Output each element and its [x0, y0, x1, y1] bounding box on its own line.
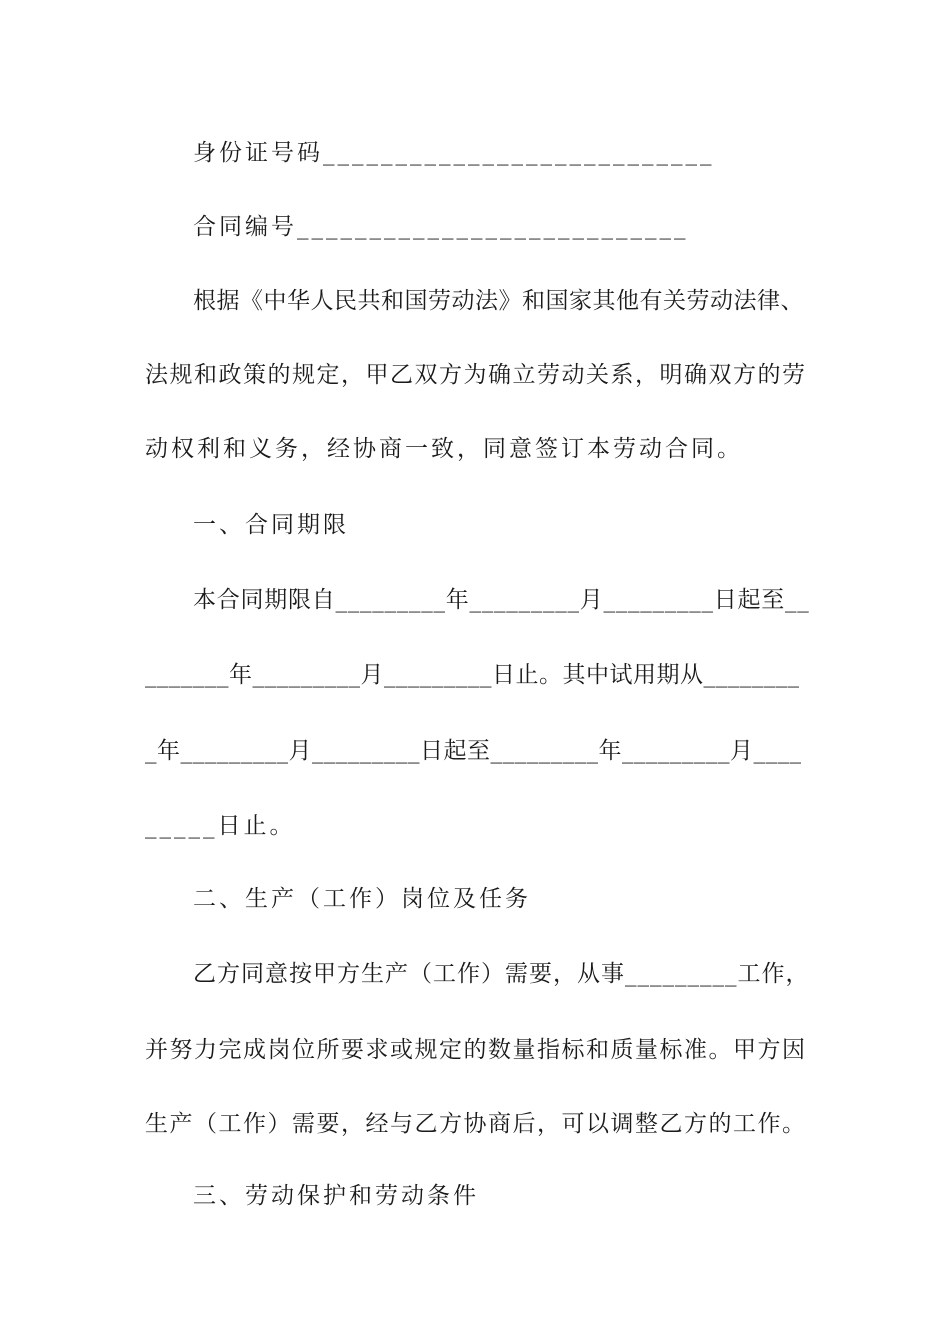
preamble-line-2: 法规和政策的规定，甲乙双方为确立劳动关系，明确双方的劳 [145, 362, 807, 388]
section-heading-position: 二、生产（工作）岗位及任务 [193, 886, 531, 912]
term-line-3: _年_________月_________日起至_________年_________月____ [145, 738, 802, 764]
section-heading-term: 一、合同期限 [193, 512, 349, 538]
term-line-4: _____日止。 [145, 813, 296, 839]
contract-number-field: 合同编号___________________________ [193, 214, 689, 240]
position-line-2: 并努力完成岗位所要求或规定的数量指标和质量标准。甲方因 [145, 1037, 807, 1063]
preamble-line-1: 根据《中华人民共和国劳动法》和国家其他有关劳动法律、 [193, 288, 804, 314]
term-line-2: _______年_________月_________日止。其中试用期从________ [145, 662, 800, 688]
section-heading-protection: 三、劳动保护和劳动条件 [193, 1183, 479, 1209]
id-number-field: 身份证号码___________________________ [193, 140, 715, 166]
preamble-line-3: 动权利和义务，经协商一致，同意签订本劳动合同。 [145, 436, 743, 462]
position-line-1: 乙方同意按甲方生产（工作）需要，从事_________工作， [193, 961, 810, 987]
position-line-3: 生产（工作）需要，经与乙方协商后，可以调整乙方的工作。 [145, 1111, 807, 1137]
term-line-1: 本合同期限自_________年_________月_________日起至__ [193, 587, 810, 613]
